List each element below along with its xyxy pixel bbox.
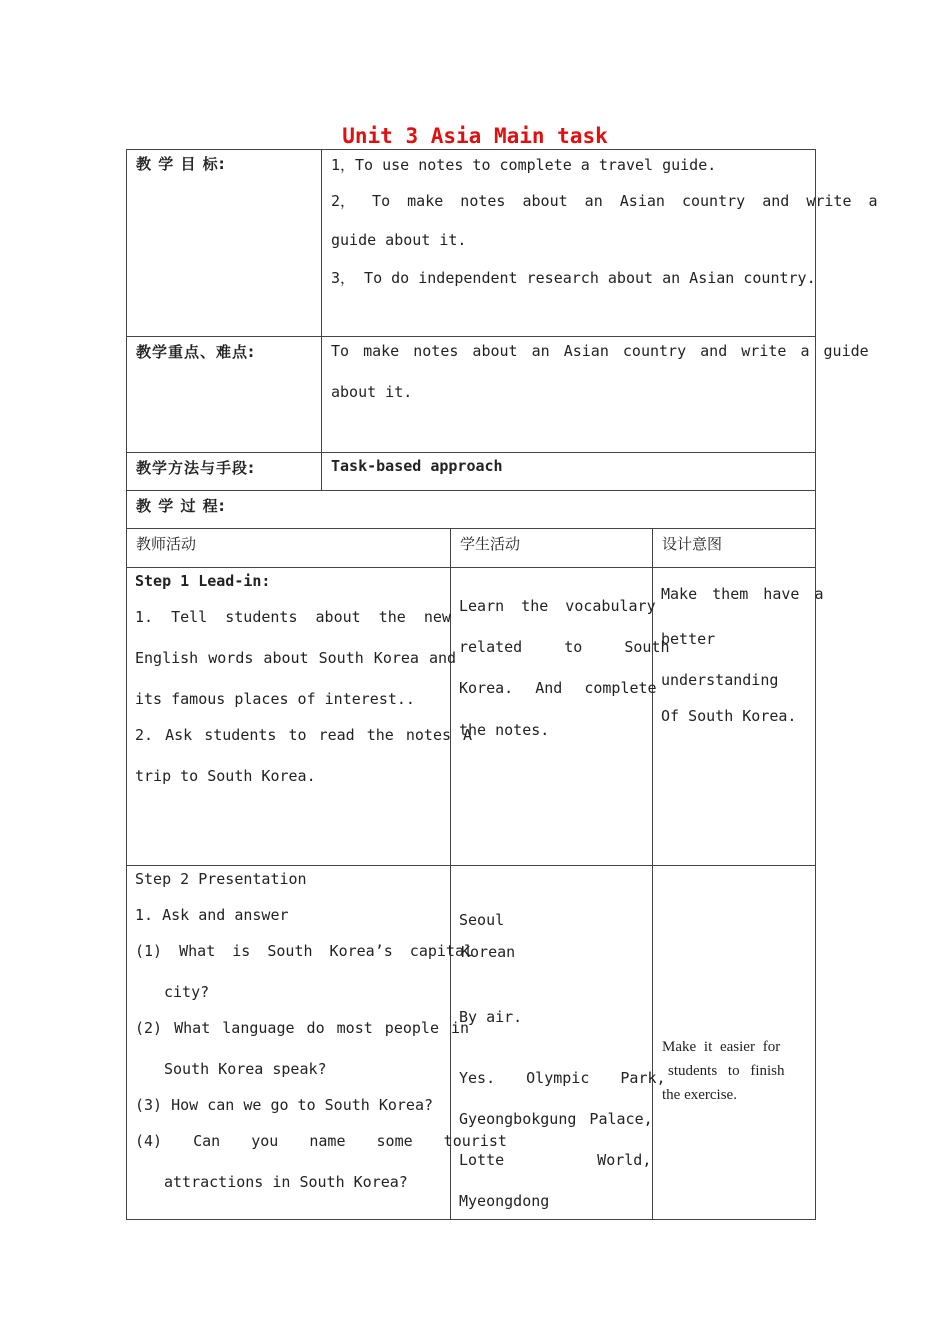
- answer-4-line-3: Lotte World,: [459, 1151, 652, 1169]
- objective-2-line-1: 2， To make notes about an Asian country and write a: [331, 192, 878, 210]
- answer-3: By air.: [459, 1008, 523, 1026]
- step1-student-line-1: Learn the vocabulary: [459, 597, 656, 615]
- step1-design-line-4: Of South Korea.: [661, 707, 797, 725]
- key-points-label: 教学重点、难点:: [136, 343, 255, 361]
- step2-heading: Step 2 Presentation: [135, 870, 307, 888]
- step1-student-line-4: the notes.: [459, 721, 550, 739]
- step1-student-line-3: Korea. And complete: [459, 679, 657, 697]
- step1-heading: Step 1 Lead-in:: [135, 572, 271, 590]
- step1-task2-line-2: trip to South Korea.: [135, 767, 316, 785]
- process-label: 教 学 过 程:: [136, 497, 226, 515]
- methods-value: Task-based approach: [331, 457, 503, 475]
- question-1-line-1: (1) What is South Korea’s capital: [135, 942, 474, 960]
- objective-3: 3， To do independent research about an Asian country.: [331, 269, 816, 287]
- question-1-line-2: city?: [164, 983, 210, 1001]
- step2-sub: 1. Ask and answer: [135, 906, 289, 924]
- question-2-line-1: (2) What language do most people in: [135, 1019, 470, 1037]
- objectives-label: 教 学 目 标:: [136, 155, 226, 173]
- question-4-line-1: (4) Can you name some tourist: [135, 1132, 507, 1150]
- step1-task1-line-1: 1. Tell students about the new: [135, 608, 451, 626]
- question-2-line-2: South Korea speak?: [164, 1060, 327, 1078]
- page-title: Unit 3 Asia Main task: [342, 124, 608, 148]
- step1-design-line-3: understanding: [661, 671, 779, 689]
- answer-2: Korean: [461, 943, 516, 961]
- answer-4-line-2: Gyeongbokgung Palace,: [459, 1110, 653, 1128]
- step2-design-line-3: the exercise.: [662, 1087, 737, 1103]
- methods-label: 教学方法与手段:: [136, 459, 255, 477]
- step1-design-line-2: better: [661, 630, 716, 648]
- column-student-activity: 学生活动: [460, 535, 521, 553]
- answer-4-line-4: Myeongdong: [459, 1192, 550, 1210]
- answer-4-line-1: Yes. Olympic Park,: [459, 1069, 666, 1087]
- question-4-line-2: attractions in South Korea?: [164, 1173, 408, 1191]
- step1-task2-line-1: 2. Ask students to read the notes A: [135, 726, 473, 744]
- step1-design-line-1: Make them have a: [661, 585, 824, 603]
- question-3: (3) How can we go to South Korea?: [135, 1096, 434, 1114]
- key-points-line-1: To make notes about an Asian country and write a guide: [331, 342, 869, 360]
- step1-student-line-2: related to South: [459, 638, 670, 656]
- answer-1: Seoul: [459, 911, 505, 929]
- step2-design-line-2: students to finish: [668, 1063, 785, 1079]
- objective-1: 1，To use notes to complete a travel guide.: [331, 156, 717, 174]
- column-design-intent: 设计意图: [662, 535, 723, 553]
- step1-task1-line-2: English words about South Korea and: [135, 649, 457, 667]
- column-teacher-activity: 教师活动: [136, 535, 197, 553]
- key-points-line-2: about it.: [331, 383, 413, 401]
- objective-2-line-2: guide about it.: [331, 231, 467, 249]
- step2-design-line-1: Make it easier for: [662, 1039, 781, 1055]
- step1-task1-line-3: its famous places of interest..: [135, 690, 415, 708]
